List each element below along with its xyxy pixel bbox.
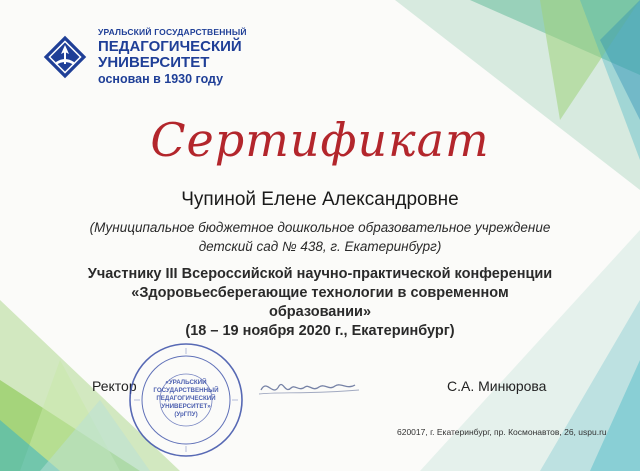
conference-info <box>60 265 580 341</box>
university-address: 620017, г. Екатеринбург, пр. Космонавтов, 26, uspu.ru <box>397 427 607 437</box>
logo-line-1: УРАЛЬСКИЙ ГОСУДАРСТВЕННЫЙ <box>98 27 247 37</box>
conference-line: (18 – 19 ноября 2020 г., Екатеринбург) <box>185 323 455 339</box>
signatory-name: С.А. Минюрова <box>447 378 547 394</box>
signatory-role: Ректор <box>92 378 137 394</box>
rector-signature <box>255 368 365 408</box>
stamp-line: «УРАЛЬСКИЙ <box>165 379 207 386</box>
university-emblem-icon <box>40 32 90 82</box>
university-stamp <box>126 340 246 460</box>
logo-line-3: УНИВЕРСИТЕТ <box>98 53 210 71</box>
stamp-line: ПЕДАГОГИЧЕСКИЙ <box>156 395 216 402</box>
organization-line: (Муниципальное бюджетное дошкольное образовательное учреждение <box>89 220 551 235</box>
stamp-line: ГОСУДАРСТВЕННЫЙ <box>153 387 219 394</box>
recipient-name: Чупиной Елене Александровне <box>181 189 459 210</box>
stamp-line: (УрГПУ) <box>174 411 198 418</box>
conference-line: образовании» <box>268 304 372 320</box>
recipient-organization <box>60 218 580 256</box>
organization-line: детский сад № 438, г. Екатеринбург) <box>198 239 442 254</box>
certificate-title: Сертификат <box>150 113 490 167</box>
stamp-line: УНИВЕРСИТЕТ» <box>161 403 211 410</box>
university-logo <box>40 28 247 85</box>
logo-line-4: основан в 1930 году <box>98 71 224 86</box>
conference-line: Участнику III Всероссийской научно-практической конференции <box>87 266 553 282</box>
logo-line-2: ПЕДАГОГИЧЕСКИЙ <box>98 37 242 55</box>
conference-line: «Здоровьесберегающие технологии в современном <box>131 285 509 301</box>
